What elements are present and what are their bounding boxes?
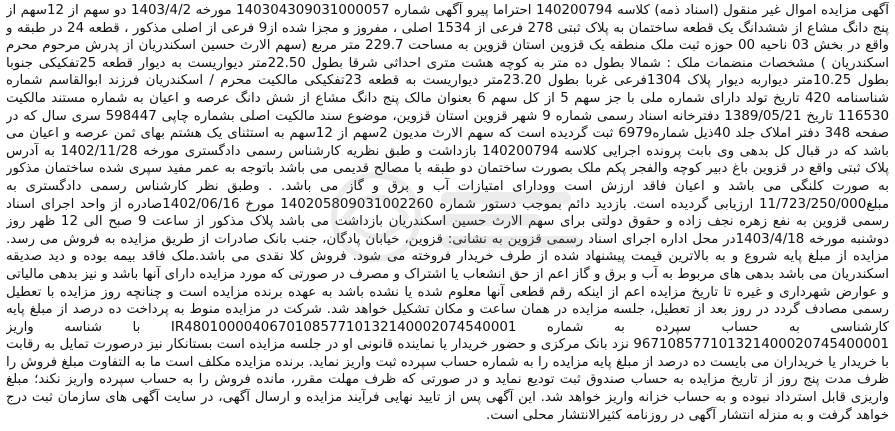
notice-body-text: آگهی مزایده اموال غیر منقول (اسناد ذمه) کلاسه 140200794 احتراما پیرو آگهی شماره 140304309031000057 مورخه 1403/4/2 دو سهم از 12سهم از پنج دانگ مشاع از ششدانگ یک قطعه ساختمان به پلاک ثبتی 278 فرعی از 1534 اصلی ، مفروز و مجزا شده از9 فرعی از اصلی مذکور ، قطعه 24 در طبقه و واقع در بخش 03 ناحیه 00 حوزه ثبت ملک منطقه یک قزوین استان قزوین به مساحت 229.7 متر مربع (سهم الارث حسین اسکندریان از پدرش مرحوم محرم اسکندریان ) مشخصات منضمات ملک : شمالا بطول ده متر به کوچه هشت متری احداثی شرقا بطول 22.50متر دیواریست به دیوار قطعه 25تفکیکی جنوبا بطول 10.25متر دیواربه دیوار پلاک 1304فرعی غربا بطول 23.20متر دیواریست به قطعه 23تفکیکی مالکیت محرم / اسکندریان فرزند ابوالقاسم شماره شناسنامه 420 تاریخ تولد دارای شماره ملی با جز سهم 5 از کل سهم 6 بعنوان مالک پنج دانگ مشاع از شش دانگ عرصه و اعیان به شماره مستند مالکیت 116530 تاریخ 1389/05/21 دفترخانه اسناد رسمی شماره 9 شهر قزوین استان قزوین، موضوع سند مالکیت اصلی بشماره چاپی 598447 سری سال که در صفحه 348 دفتر املاک جلد 40ذیل شماره6979 ثبت گردیده است که سهم الارث مدیون 2سهم از 12سهم به استثنای یک هشتم بهای ثمن عرصه و اعیان می باشد که در قبال کل بدهی وی بابت پرونده اجرایی کلاسه 140200794 بازداشت و طبق نظریه کارشناس رسمی دادگستری مورخه 1402/11/28 به آدرس پلاک ثبتی واقع در قزوین باغ دبیر کوچه والفجر پکم ملک بصورت ساختمان دو طبقه با مصالح قدیمی می باشد باتوجه به عمر مفید سپری شده ساختمان مذکور به صورت کلنگی می باشد و اعیان فاقد ارزش است وودارای امتیازات آب و برق و گاز می باشد. . وطبق نظر کارشناس رسمی دادگستری به مبلغ11/723/250/000 ارزیابی گردیده است. بازدید دائم بموجب دستور شماره 140205809031002260 مورخ 1402/06/16صادره از واحد اجرای اسناد رسمی قزوین به نفع زهره نجف زاده و حقوق دولتی برای سهم الارث حسین اسکندریان بازداشت می باشد پلاک مذکور از ساعت 9 صبح الی 12 ظهر روز دوشنبه مورخه 1403/4/18در محل اداره اجرای اسناد رسمی قزوین به نشانی: قزوین، خیابان پادگان، جنب بانک صادرات از طریق مزایده به فروش می رسد. مزایده از مبلغ پایه شروع و به بالاترین قیمت پیشنهاد شده از طرف خریدار فروخته می شود. فروش کلا نقدی می باشد.ملک فاقد بیمه بوده و دید صدیقه اسکندریان می باشد بدهی های مربوط به آب و برق و گاز اعم از حق انشعاب یا اشتراک و مصرف در صورتی که مورد مزایده دارای آنها باشد و نیز بدهی مالیاتی و عوارض شهرداری و غیره تا تاریخ مزایده اعم از اینکه رقم قطعی آنها معلوم شده یا نشده باشد به عهده برنده مزایده است و چنانچه روز مزایده با تعطیل رسمی مصادف گردد در روز بعد از تعطیل، جلسه مزایده در همان ساعت و مکان تشکیل خواهد شد. شرکت در مزایده منوط به پرداخت ده درصد از مبلغ پایه کارشناسی به حساب سپرده به شماره IR480100004067010857710132140002074540001 با شناسه واریز 967108577101321400020745400001 نزد بانک مرکزی و حضور خریدار یا نماینده قانونی او در جلسه مزایده است بستانکار نیز درصورت تمایل به رقابت با خریدار یا خریداران می بایست ده درصد از مبلغ پایه مزایده را به شماره حساب سپرده ثبت واریز نماید. برنده مزایده مکلف است ما به التفاوت مبلغ فروش را ظرف مدت پنج روز از تاریخ مزایده به حساب صندوق ثبت تودیع نماید و در صورتی که ظرف مهلت مقرر، مانده فروش را به حساب سپرده واریز نکند؛ مبلغ واریزی قابل استرداد نبوده و به حساب خزانه واریز خواهد شد. این آگهی پس از تایید نهایی فرآیند مزایده و ارسال آگهی، در سایت آگهی های سازمان ثبت درج خواهد گرفت و به منزله انتشار آگهی در روزنامه کثیرالانتشار محلی است. <box>6 3 889 423</box>
notice-document <box>6 2 889 429</box>
